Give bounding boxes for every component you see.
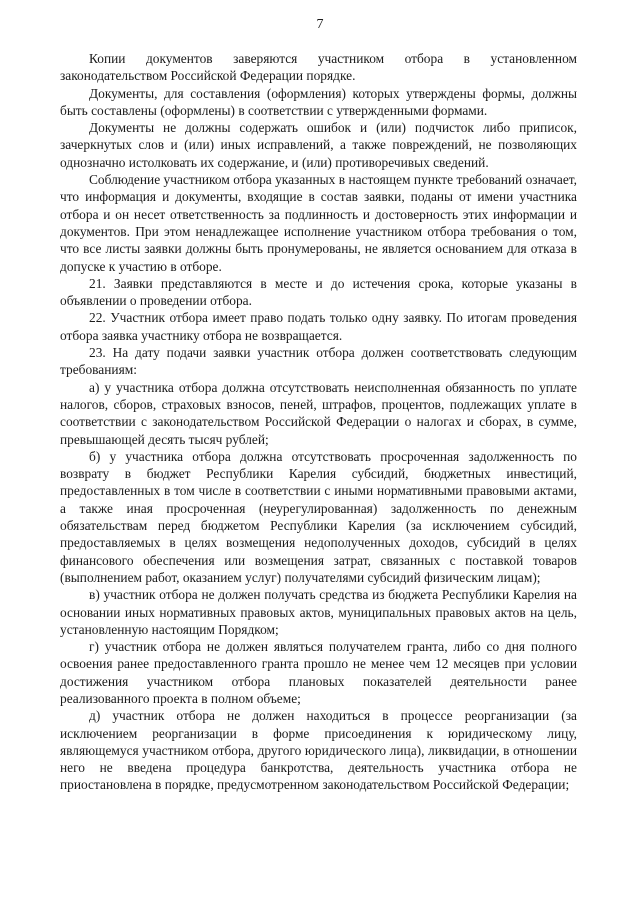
paragraph-compliance: Соблюдение участником отбора указанных в настоящем пункте требований означает, что информация и документы, входящие в состав заявки, поданы от имени участника отбора и он несет ответственность за подлинность и достоверность этих информации и документов. При этом ненадлежащее исполнение участником отбора требования о том, что все листы заявки должны быть пронумерованы, не является основанием для отказа в допуске к участию в отборе. [60,172,577,274]
clause-23-a: а) у участника отбора должна отсутствовать неисполненная обязанность по уплате налогов, сборов, страховых взносов, пеней, штрафов, процентов, подлежащих уплате в соответствии с законодательством Российской Федерации о налогах и сборах, в сумме, превышающей десять тысяч рублей; [60,379,577,447]
paragraph-approved-forms: Документы, для составления (оформления) которых утверждены формы, должны быть составлены (оформлены) в соответствии с утвержденными формами. [60,85,577,118]
clause-22: 22. Участник отбора имеет право подать только одну заявку. По итогам проведения отбора заявка участнику отбора не возвращается. [60,310,577,343]
clause-23-d: д) участник отбора не должен находиться в процессе реорганизации (за исключением реорганизации в форме присоединения к юридическому лицу, являющемуся участником отбора, другого юридического лица), ликвидации, в отношении него не введена процедура банкротства, деятельность участника отбора не приостановлена в порядке, предусмотренном законодательством Российской Федерации; [60,708,577,793]
paragraph-certified-copies: Копии документов заверяются участником отбора в установленном законодательством Российской Федерации порядке. [60,51,577,84]
clause-23-g: г) участник отбора не должен являться получателем гранта, либо со дня полного освоения ранее предоставленного гранта прошло не менее чем 12 месяцев при условии достижения участником отбора плановых показателей деятельности ранее реализованного проекта в полном объеме; [60,639,577,706]
clause-23-b: б) у участника отбора должна отсутствовать просроченная задолженность по возврату в бюджет Республики Карелия субсидий, бюджетных инвестиций, предоставленных в том числе в соответствии с иными нормативными правовыми актами, а также иная просроченная (неурегулированная) задолженность по денежным обязательствам перед бюджетом Республики Карелия (за исключением субсидий, предоставляемых в целях возмещения недополученных доходов, субсидий в целях финансового обеспечения или возмещения затрат, связанных с поставкой товаров (выполнением работ, оказанием услуг) получателями субсидий физическим лицам); [60,448,577,585]
clause-23: 23. На дату подачи заявки участник отбора должен соответствовать следующим требованиям: [60,345,577,378]
clause-21: 21. Заявки представляются в месте и до истечения срока, которые указаны в объявлении о проведении отбора. [60,275,577,309]
page-number: 7 [316,17,324,32]
paragraph-no-errors: Документы не должны содержать ошибок и (или) подчисток либо приписок, зачеркнутых слов и (или) иных исправлений, а также повреждений, не позволяющих однозначно истолковать их содержание, и (или) противоречивых сведений. [60,120,577,170]
document-body [60,50,577,794]
clause-23-v: в) участник отбора не должен получать средства из бюджета Республики Карелия на основании иных нормативных правовых актов, муниципальных правовых актов на цель, установленную настоящим Порядком; [60,587,577,637]
